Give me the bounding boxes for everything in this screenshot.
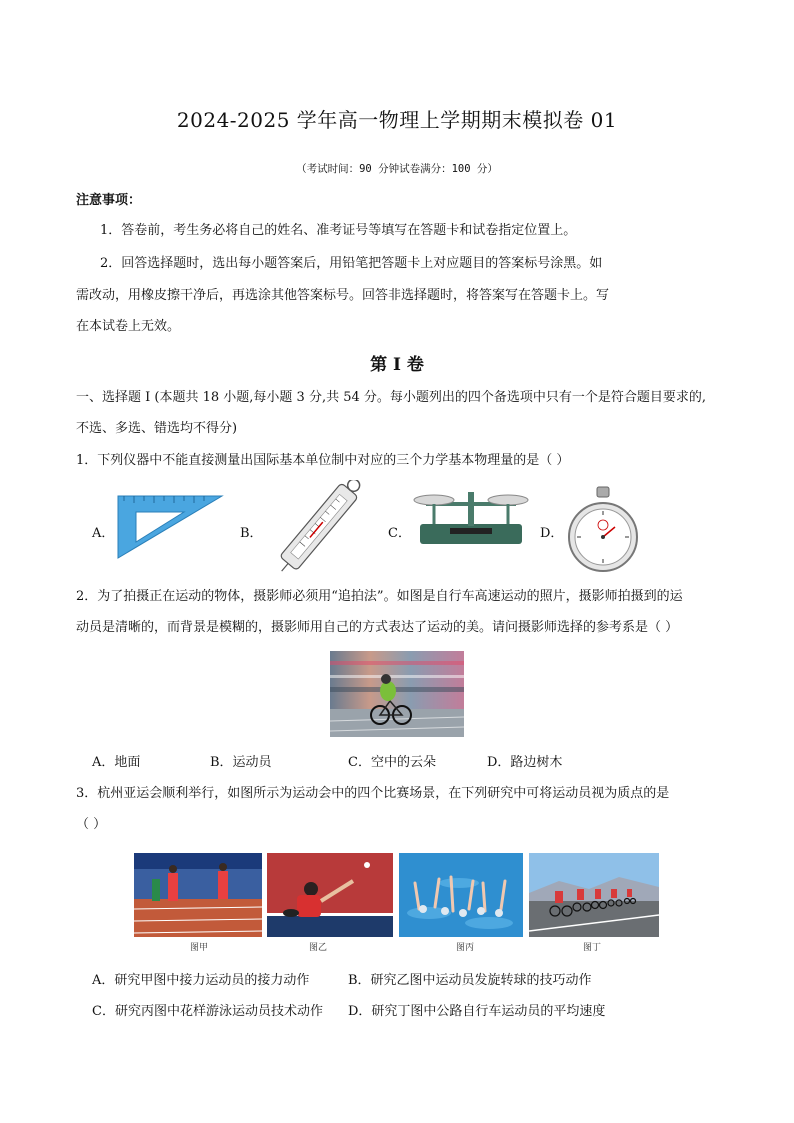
part1-instruction-line-1: 一、选择题 I (本题共 18 小题,每小题 3 分,共 54 分。每小题列出的四个备选项中只有一个是符合题目要求的, (76, 390, 707, 405)
page-title: 2024-2025 学年高一物理上学期期末模拟卷 01 (176, 108, 618, 132)
caption-ding: 图丁 (583, 943, 602, 953)
notice-heading: 注意事项： (76, 193, 142, 208)
q2-option-c: C．空中的云朵 (348, 755, 436, 770)
spring-scale-image (262, 480, 372, 578)
exam-info: （考试时间：90 分钟试卷满分：100 分） (296, 163, 498, 175)
q1-stem: 1．下列仪器中不能直接测量出国际基本单位制中对应的三个力学基本物理量的是（ ） (76, 453, 570, 468)
cyclist-photo (330, 651, 464, 737)
q2-stem-line-2: 动员是清晰的，而背景是模糊的，摄影师用自己的方式表达了运动的美。请问摄影师选择的参考系是（ ） (76, 620, 679, 635)
q3-stem-line-2: （ ） (76, 817, 107, 832)
q2-stem-line-1: 2．为了拍摄正在运动的物体，摄影师必须用“追拍法”。如图是自行车高速运动的照片，摄影师拍摄到的运 (76, 589, 683, 604)
notice-item-2-line-1: 2．回答选择题时，选出每小题答案后，用铅笔把答题卡上对应题目的答案标号涂黑。如 (100, 256, 603, 271)
caption-jia: 图甲 (190, 943, 209, 953)
q2-option-a: A．地面 (92, 755, 141, 770)
triangle-ruler-image (114, 492, 226, 562)
notice-item-2-line-2: 需改动，用橡皮擦干净后，再选涂其他答案标号。回答非选择题时，将答案写在答题卡上。写 (76, 288, 610, 303)
q1-option-d-label: D． (540, 526, 564, 541)
q3-option-d: D．研究丁图中公路自行车运动员的平均速度 (348, 1004, 606, 1019)
notice-item-1: 1．答卷前，考生务必将自己的姓名、准考证号等填写在答题卡和试卷指定位置上。 (100, 223, 577, 238)
q3-stem-line-1: 3．杭州亚运会顺利举行，如图所示为运动会中的四个比赛场景，在下列研究中可将运动员视为质点的是 (76, 786, 670, 801)
q2-option-d: D．路边树木 (487, 755, 563, 770)
stopwatch-image (565, 485, 641, 575)
table-tennis-photo (267, 853, 393, 937)
caption-yi: 图乙 (309, 943, 328, 953)
notice-item-2-line-3: 在本试卷上无效。 (76, 319, 181, 334)
q3-option-b: B．研究乙图中运动员发旋转球的技巧动作 (348, 973, 592, 988)
balance-scale-image (410, 486, 532, 546)
part1-instruction-line-2: 不选、多选、错选均不得分) (76, 421, 238, 436)
section-title: 第 I 卷 (370, 355, 424, 375)
q1-option-a-label: A． (92, 526, 115, 541)
q3-option-a: A．研究甲图中接力运动员的接力动作 (92, 973, 310, 988)
relay-race-photo (134, 853, 262, 937)
q1-option-b-label: B． (240, 526, 263, 541)
road-cycling-photo (529, 853, 659, 937)
synchronized-swimming-photo (399, 853, 523, 937)
q3-option-c: C．研究丙图中花样游泳运动员技术动作 (92, 1004, 323, 1019)
q2-option-b: B．运动员 (210, 755, 272, 770)
caption-bing: 图丙 (456, 943, 475, 953)
q1-option-c-label: C． (388, 526, 411, 541)
